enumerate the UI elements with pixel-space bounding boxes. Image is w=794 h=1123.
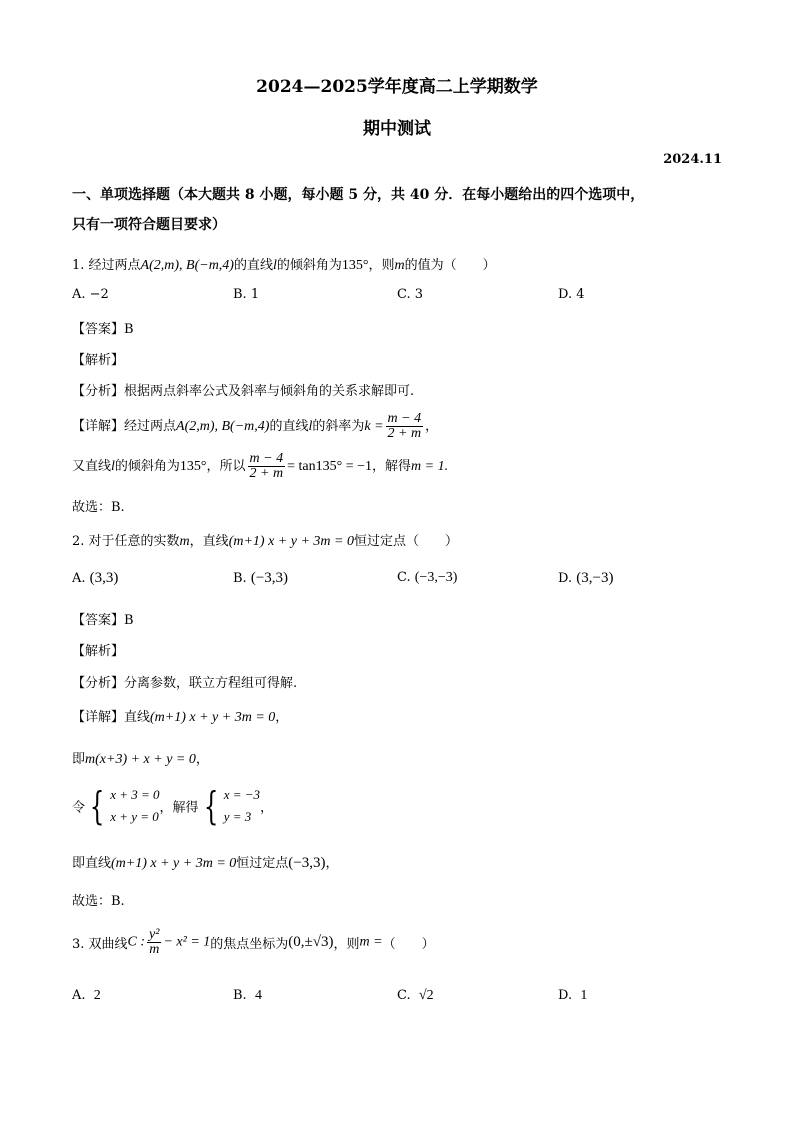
q3-option-d-value: 1: [580, 988, 588, 1003]
q1-option-d: D. 4: [558, 287, 585, 302]
q2-m: m: [179, 534, 190, 549]
q2-option-c: [397, 570, 457, 586]
q1-slope-k: k =: [364, 419, 384, 434]
q3-option-b-value: 4: [254, 988, 262, 1003]
q1-conclusion: 故选：B.: [72, 500, 125, 515]
q3-m-eq: m =: [359, 934, 383, 950]
q2-detail-line2: [72, 748, 209, 768]
q2-brace-2: {: [203, 784, 218, 828]
q3-eq-rest: − x² = 1: [163, 934, 211, 950]
q1-fenxi: 【分析】根据两点斜率公式及斜率与倾斜角的关系求解即可.: [72, 384, 415, 399]
section-heading-line2: 只有一项符合题目要求）: [72, 217, 226, 233]
q2-line4-end: ，: [325, 856, 339, 871]
q2-option-d-label: D.: [558, 571, 573, 586]
q2-detail-eq: (m+1) x + y + 3m = 0: [150, 710, 276, 725]
q2-detail-line4: [72, 852, 339, 872]
q1-mid2: 的倾斜角为: [276, 258, 342, 273]
q1-detail-points: A(2,m), B(−m,4): [176, 419, 270, 434]
q3-option-c-value: √2: [418, 988, 434, 1003]
q1-detail-mid: 的直线: [269, 419, 309, 434]
q1-detail-end: ，: [425, 419, 439, 434]
q2-brace-1: {: [89, 784, 105, 828]
q2-sys2-eq-b: y = 3: [223, 809, 252, 824]
q1-detail-line2: [72, 452, 448, 481]
q1-l: l: [272, 258, 277, 273]
q2-system-1: [110, 784, 159, 828]
q2-option-a-label: A.: [72, 571, 86, 586]
q2-prefix: 2. 对于任意的实数: [72, 534, 180, 549]
q2-system-2: [224, 784, 260, 828]
q1-slope-fraction: [386, 412, 424, 441]
q1-line2-l: l: [111, 459, 115, 474]
q3-frac-num: y²: [149, 927, 160, 942]
q1-option-a: A. −2: [72, 287, 109, 302]
q2-fenxi: 【分析】分离参数，联立方程组可得解.: [72, 676, 298, 691]
q1-detail-mid2: 的斜率为: [312, 419, 365, 434]
q2-suffix: 恒过定点（ ）: [353, 534, 458, 549]
q1-angle: 135°: [341, 258, 369, 273]
q3-focus: (0,±√3): [288, 934, 334, 950]
q3-c: C :: [127, 934, 146, 950]
question-2-stem: [72, 530, 458, 550]
q2-ling: 令: [72, 800, 86, 816]
q1-m: m: [394, 258, 405, 273]
q1-mid3: ，则: [368, 258, 395, 273]
q3-option-c-label: C.: [397, 988, 411, 1003]
q2-line4-eq: (m+1) x + y + 3m = 0: [111, 856, 237, 871]
q1-line2-angle: 135°: [179, 459, 207, 474]
question-1-stem: [72, 254, 496, 274]
q2-option-c-value: (−3,−3): [414, 570, 458, 585]
q2-line2-prefix: 即: [72, 752, 86, 767]
q3-frac-den: m: [149, 942, 160, 957]
q2-option-b-label: B.: [233, 571, 247, 586]
q3-option-a-value: 2: [93, 988, 101, 1003]
q3-suffix: （ ）: [382, 937, 435, 952]
q2-detail-end: ，: [275, 710, 289, 725]
q3-option-b-label: B.: [233, 988, 247, 1003]
q2-sys1-eq-a: x + 3 = 0: [110, 787, 160, 802]
q1-line2-prefix: 又直线: [72, 459, 112, 474]
q1-line2-frac-den: 2 + m: [249, 466, 284, 481]
q1-suffix: 的值为（ ）: [404, 258, 496, 273]
q2-system-line: [72, 784, 273, 828]
q2-line2-end: ，: [195, 752, 209, 767]
q3-option-a-label: A.: [72, 988, 86, 1003]
q1-option-b: B. 1: [233, 287, 260, 302]
q1-prefix: 1. 经过两点: [72, 258, 141, 273]
q2-line4-point: (−3,3): [288, 855, 326, 871]
q2-mid: ，直线: [189, 534, 229, 549]
q2-detail-prefix: 【详解】直线: [72, 710, 151, 725]
section-heading-line1: 一、单项选择题（本大题共 8 小题，每小题 5 分，共 40 分．在每小题给出的四个选项中，: [72, 187, 645, 203]
q1-mid: 的直线: [233, 258, 273, 273]
q1-points: A(2,m), B(−m,4): [140, 258, 234, 273]
q1-option-c: C. 3: [397, 287, 424, 302]
q1-line2-mid: 的倾斜角为: [114, 459, 180, 474]
q3-option-a: [72, 988, 101, 1004]
q2-option-d: [558, 570, 613, 587]
q1-detail-line1: [72, 412, 438, 441]
q2-line4-mid: 恒过定点: [236, 856, 289, 871]
q1-line2-end: ，解得: [372, 459, 412, 474]
q2-option-a: [72, 570, 118, 587]
q1-line2-fraction: [248, 452, 286, 481]
q1-line2-mid2: ，所以: [206, 459, 246, 474]
q3-option-d-label: D.: [558, 988, 573, 1003]
q2-conclusion: 故选：B.: [72, 894, 125, 909]
q3-prefix: 3. 双曲线: [72, 937, 128, 952]
q3-option-b: [233, 988, 262, 1004]
q1-line2-eq: = tan135° = −1: [287, 459, 372, 474]
q1-answer: 【答案】B: [72, 322, 134, 337]
exam-date: 2024.11: [663, 152, 722, 167]
q1-detail-prefix: 【详解】经过两点: [72, 419, 177, 434]
q2-sys1-eq-b: x + y = 0: [110, 809, 159, 824]
q1-line2-result: m = 1.: [411, 459, 449, 474]
q1-analysis-label: 【解析】: [72, 353, 125, 368]
q3-mid: 的焦点坐标为: [210, 937, 289, 952]
q3-option-d: [558, 988, 587, 1004]
q2-option-b-value: (−3,3): [250, 570, 289, 586]
q2-sys-end: ，: [260, 800, 274, 816]
q2-line4-prefix: 即直线: [72, 856, 112, 871]
q2-option-b: [233, 570, 288, 587]
q2-equation: (m+1) x + y + 3m = 0: [228, 534, 354, 549]
q3-mid2: ，则: [333, 937, 360, 952]
q2-sys2-eq-a: x = −3: [223, 787, 261, 802]
q2-option-c-label: C.: [397, 570, 411, 585]
q1-frac-num: m − 4: [387, 411, 422, 426]
q2-detail-line1: [72, 706, 288, 726]
q3-fraction: [147, 928, 161, 957]
q1-detail-l: l: [308, 419, 313, 434]
q2-option-a-value: (3,3): [89, 570, 119, 586]
q1-line2-frac-num: m − 4: [249, 451, 284, 466]
q2-analysis-label: 【解析】: [72, 644, 125, 659]
page-title: 2024—2025学年度高二上学期数学: [256, 77, 538, 97]
question-3-stem: [72, 928, 435, 957]
page-subtitle: 期中测试: [363, 119, 431, 139]
q2-answer: 【答案】B: [72, 613, 134, 628]
q2-line2-eq: m(x+3) + x + y = 0: [85, 752, 196, 767]
q2-option-d-value: (3,−3): [576, 570, 614, 586]
q2-jiede: ，解得: [159, 800, 199, 816]
q1-frac-den: 2 + m: [387, 426, 422, 441]
q3-option-c: [397, 988, 434, 1004]
